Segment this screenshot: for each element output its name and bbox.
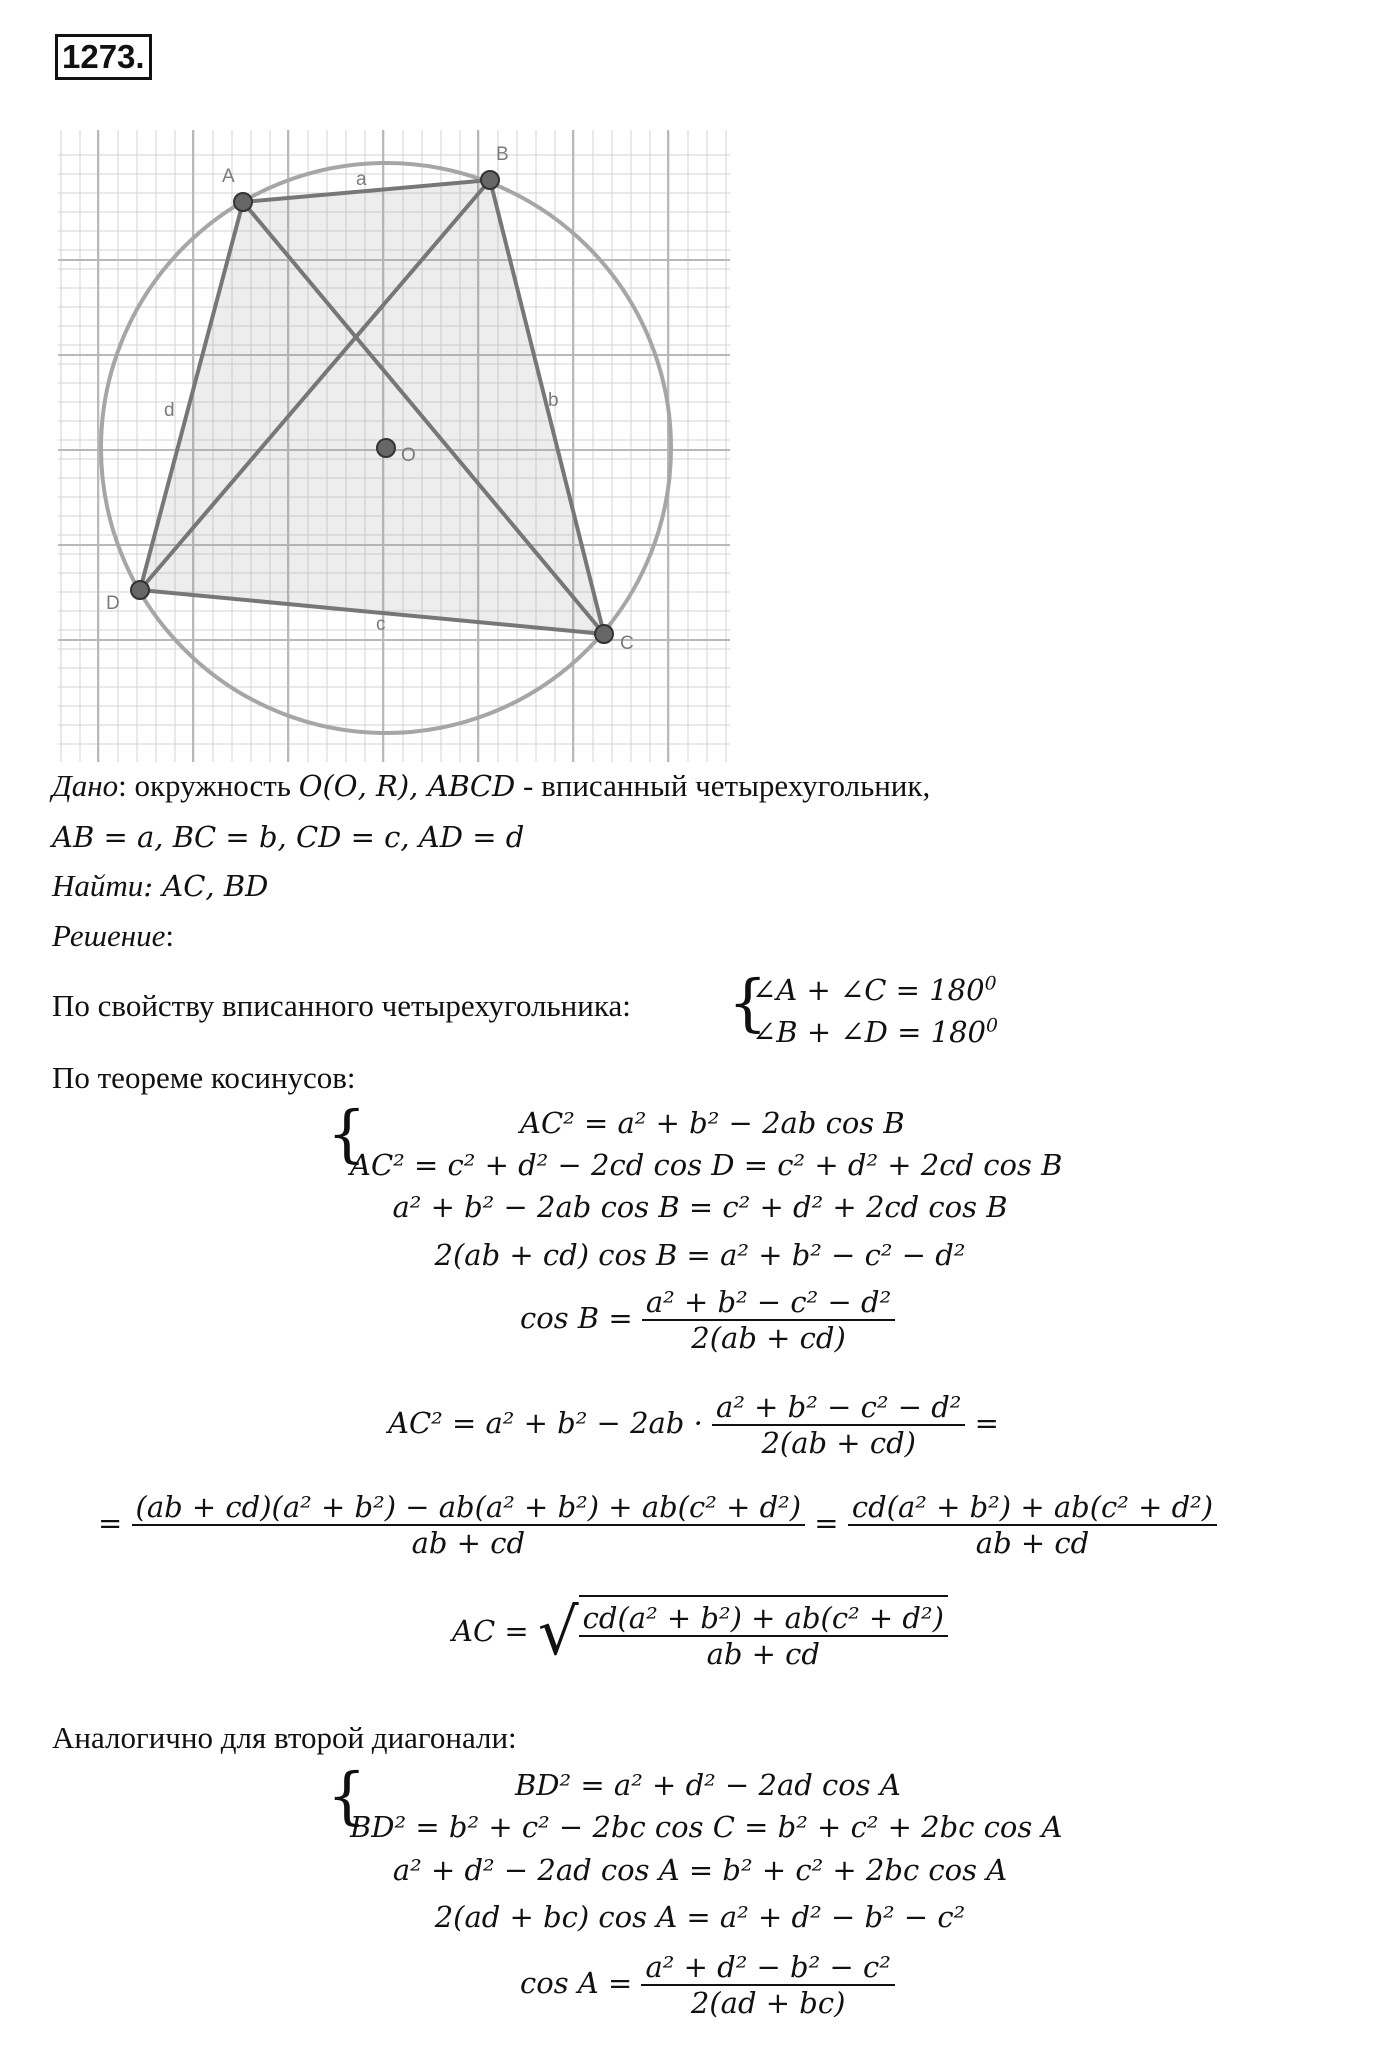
given-sides: 𝐴𝐵 = 𝑎, 𝐵𝐶 = 𝑏, 𝐶𝐷 = 𝑐, 𝐴𝐷 = 𝑑	[52, 820, 525, 854]
bd-system-brace: {	[327, 1759, 367, 1832]
sub-rhs: =	[965, 1406, 999, 1440]
sub-fraction	[712, 1390, 965, 1460]
label-c: C	[620, 633, 634, 654]
ac-system-eq2: 𝐴𝐶² = 𝑐² + 𝑑² − 2𝑐𝑑 cos 𝐷 = 𝑐² + 𝑑² + 2𝑐𝑑 cos 𝐵	[350, 1148, 1063, 1182]
analog-text: Аналогично для второй диагонали:	[52, 1720, 517, 1755]
solution-label: Решение	[52, 918, 166, 953]
simp-eq-sign: =	[98, 1506, 132, 1540]
property-brace: {	[728, 966, 768, 1039]
ac-result-denominator: 𝑎𝑏 + 𝑐𝑑	[706, 1637, 820, 1671]
problem-number: 1273.	[55, 34, 152, 80]
ac-system-eq1: 𝐴𝐶² = 𝑎² + 𝑏² − 2𝑎𝑏 cos 𝐵	[520, 1106, 905, 1140]
cosa-formula	[520, 1950, 895, 2020]
side-a-label: a	[356, 169, 367, 190]
find-line	[52, 868, 268, 904]
simp-fraction-1	[132, 1490, 806, 1560]
degree-mark: 0	[984, 973, 997, 995]
vertex-a	[234, 193, 252, 211]
property-eq2	[752, 1015, 998, 1049]
ac-system-brace: {	[327, 1097, 367, 1170]
sub-lhs: 𝐴𝐶² = 𝑎² + 𝑏² − 2𝑎𝑏 ·	[388, 1406, 713, 1440]
side-c-label: c	[376, 614, 386, 635]
quadrilateral-fill	[140, 180, 604, 634]
ac-result-numerator: 𝑐𝑑(𝑎² + 𝑏²) + 𝑎𝑏(𝑐² + 𝑑²)	[579, 1601, 948, 1637]
bd-system-eq2: 𝐵𝐷² = 𝑏² + 𝑐² − 2𝑏𝑐 cos 𝐶 = 𝑏² + 𝑐² + 2𝑏𝑐 cos 𝐴	[350, 1810, 1063, 1844]
bd-system-eq1: 𝐵𝐷² = 𝑎² + 𝑑² − 2𝑎𝑑 cos 𝐴	[515, 1768, 901, 1802]
solution-heading	[52, 918, 174, 954]
simp-denominator-1: 𝑎𝑏 + 𝑐𝑑	[411, 1526, 526, 1560]
cosb-lhs: cos 𝐵 =	[520, 1301, 642, 1335]
given-label: Дано	[52, 768, 119, 803]
side-b-label: b	[548, 390, 559, 411]
label-d: D	[106, 593, 120, 614]
bd-eq3: 𝑎² + 𝑑² − 2𝑎𝑑 cos 𝐴 = 𝑏² + 𝑐² + 2𝑏𝑐 cos 𝐴	[392, 1853, 1008, 1887]
cosa-denominator: 2(𝑎𝑑 + 𝑏𝑐)	[690, 1986, 846, 2020]
find-label: Найти	[52, 868, 144, 903]
cosine-theorem-text: По теореме косинусов:	[52, 1060, 356, 1095]
vertex-b	[481, 171, 499, 189]
sub-numerator: 𝑎² + 𝑏² − 𝑐² − 𝑑²	[712, 1390, 965, 1426]
cosb-numerator: 𝑎² + 𝑏² − 𝑐² − 𝑑²	[642, 1285, 895, 1321]
cosa-lhs: cos 𝐴 =	[520, 1966, 642, 2000]
degree-mark: 0	[985, 1015, 998, 1037]
property-eq1-text: ∠𝐴 + ∠𝐶 = 180	[752, 973, 985, 1007]
label-b: B	[496, 144, 509, 165]
label-a: A	[222, 166, 235, 187]
ac-result	[452, 1595, 948, 1671]
ac-result-lhs: 𝐴𝐶 =	[452, 1614, 538, 1648]
cosa-numerator: 𝑎² + 𝑑² − 𝑏² − 𝑐²	[641, 1950, 894, 1986]
cosb-formula	[520, 1285, 895, 1355]
find-value: : 𝐴𝐶, 𝐵𝐷	[143, 869, 269, 903]
given-rest: - вписанный четырехугольник,	[515, 768, 931, 803]
simp-numerator-2: 𝑐𝑑(𝑎² + 𝑏²) + 𝑎𝑏(𝑐² + 𝑑²)	[848, 1490, 1217, 1526]
bd-eq4: 2(𝑎𝑑 + 𝑏𝑐) cos 𝐴 = 𝑎² + 𝑑² − 𝑏² − 𝑐²	[434, 1900, 966, 1934]
ac-result-fraction	[579, 1595, 948, 1671]
sub-denominator: 2(𝑎𝑏 + 𝑐𝑑)	[761, 1426, 916, 1460]
geometry-figure	[58, 130, 730, 762]
ac-simplification	[98, 1490, 1217, 1560]
solution-colon: :	[165, 918, 174, 953]
ac-substitution	[388, 1390, 999, 1460]
cosb-fraction	[642, 1285, 895, 1355]
ac-eq3: 𝑎² + 𝑏² − 2𝑎𝑏 cos 𝐵 = 𝑐² + 𝑑² + 2𝑐𝑑 cos 𝐵	[392, 1190, 1008, 1224]
simp-fraction-2	[848, 1490, 1217, 1560]
given-line	[52, 768, 930, 804]
side-d-label: d	[164, 400, 175, 421]
property-text: По свойству вписанного четырехугольника:	[52, 988, 631, 1023]
sqrt-sign: √	[537, 1596, 579, 1670]
center-o	[377, 439, 395, 457]
cosb-denominator: 2(𝑎𝑏 + 𝑐𝑑)	[691, 1321, 846, 1355]
simp-numerator-1: (𝑎𝑏 + 𝑐𝑑)(𝑎² + 𝑏²) − 𝑎𝑏(𝑎² + 𝑏²) + 𝑎𝑏(𝑐² + 𝑑²)	[132, 1490, 806, 1526]
given-circle: 𝑂(𝑂, 𝑅), 𝐴𝐵𝐶𝐷	[298, 769, 516, 803]
label-o: O	[401, 445, 416, 466]
property-eq1	[752, 973, 997, 1007]
given-sep: : окружность	[118, 768, 299, 803]
simp-eq-mid: =	[805, 1506, 848, 1540]
ac-eq4: 2(𝑎𝑏 + 𝑐𝑑) cos 𝐵 = 𝑎² + 𝑏² − 𝑐² − 𝑑²	[434, 1238, 966, 1272]
simp-denominator-2: 𝑎𝑏 + 𝑐𝑑	[975, 1526, 1090, 1560]
property-eq2-text: ∠𝐵 + ∠𝐷 = 180	[752, 1015, 986, 1049]
vertex-c	[595, 625, 613, 643]
cosa-fraction	[641, 1950, 894, 2020]
vertex-d	[131, 581, 149, 599]
